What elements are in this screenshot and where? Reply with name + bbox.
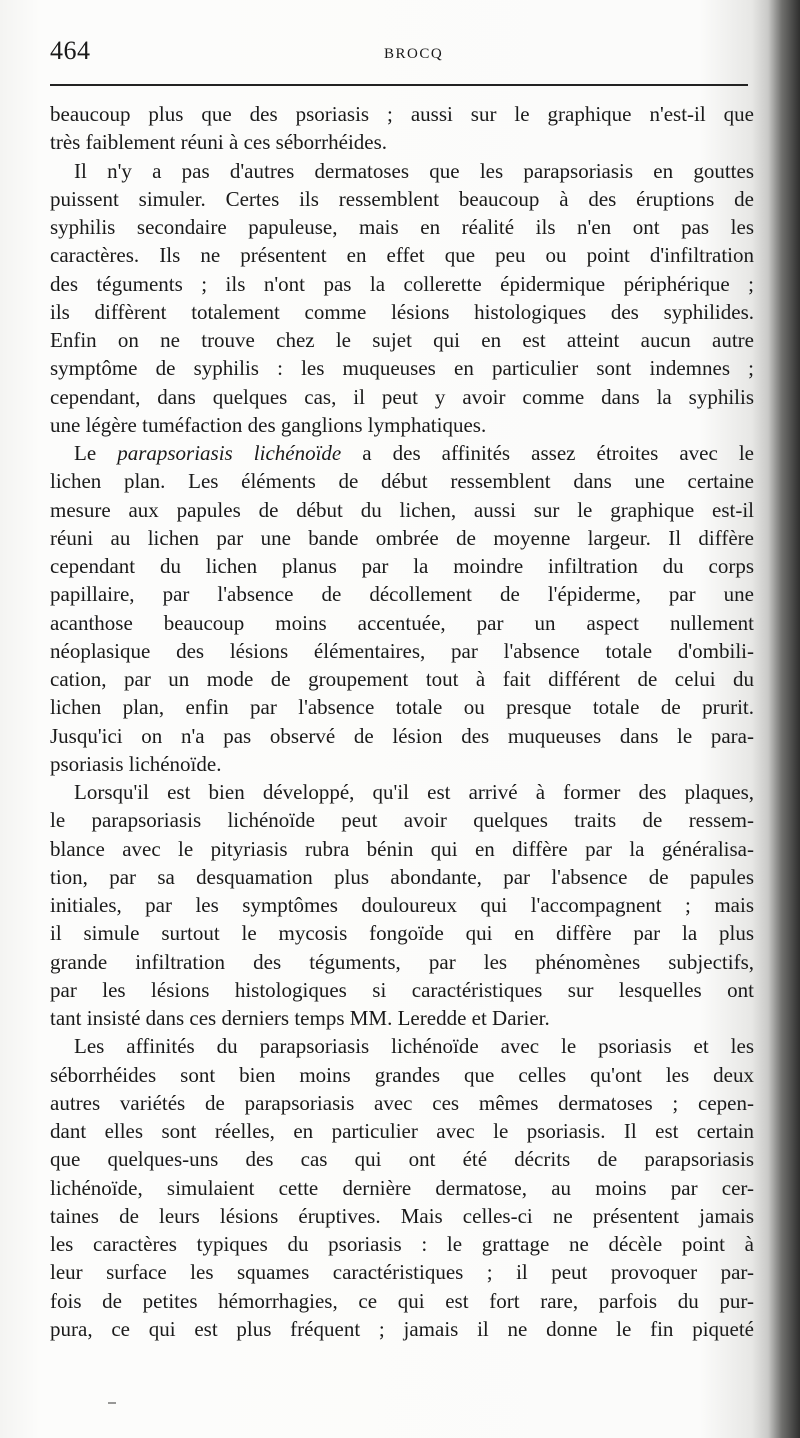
text-line: Jusqu'ici on n'a pas observé de lésion des muqueuses dans le para-	[50, 723, 754, 748]
text-line: très faiblement réuni à ces séborrhéides.	[50, 130, 388, 155]
text-line: syphilis secondaire papuleuse, mais en réalité ils n'en ont pas les	[50, 215, 754, 239]
text-line: des téguments ; ils n'ont pas la collerette épidermique périphérique ;	[50, 271, 754, 296]
text-line: une légère tuméfaction des ganglions lymphatiques.	[50, 412, 487, 437]
text-line: cependant, dans quelques cas, il peut y avoir comme dans la syphilis	[50, 384, 754, 409]
text-line: séborrhéides sont bien moins grandes que celles qu'ont les deux	[50, 1062, 754, 1087]
text-line: Lorsqu'il est bien développé, qu'il est arrivé à former des plaques,	[74, 780, 754, 804]
text-line: beaucoup plus que des psoriasis ; aussi sur le graphique n'est-il que	[50, 102, 754, 126]
text-run: a des affinités assez étroites avec le	[341, 441, 755, 465]
text-line: mesure aux papules de début du lichen, aussi sur le graphique est-il	[50, 497, 754, 522]
text-line: dant elles sont réelles, en particulier avec le psoriasis. Il est certain	[50, 1119, 754, 1143]
text-line: Les affinités du parapsoriasis lichénoïde avec le psoriasis et les	[74, 1034, 754, 1059]
text-line: les caractères typiques du psoriasis : le grattage ne décèle point à	[50, 1232, 754, 1256]
text-line: par les lésions histologiques si caractéristiques sur lesquelles ont	[50, 977, 754, 1002]
text-line: caractères. Ils ne présentent en effet que peu ou point d'infiltration	[50, 243, 754, 268]
text-line: blance avec le pityriasis rubra bénin qui en diffère par la généralisa-	[50, 836, 754, 861]
header-rule	[50, 84, 748, 86]
text-line: lichénoïde, simulaient cette dernière dermatose, au moins par cer-	[50, 1175, 754, 1200]
text-line: papillaire, par l'absence de décollement de l'épiderme, par une	[50, 582, 754, 607]
text-line: Enfin on ne trouve chez le sujet qui en est atteint aucun autre	[50, 328, 754, 352]
text-line: autres variétés de parapsoriasis avec ces mêmes dermatoses ; cepen-	[50, 1090, 754, 1115]
text-line: cation, par un mode de groupement tout à fait différent de celui du	[50, 667, 754, 691]
text-line: initiales, par les symptômes douloureux qui l'accompagnent ; mais	[50, 893, 754, 917]
text-run: Le	[74, 441, 118, 465]
page-number: 464	[50, 36, 91, 65]
text-line: réuni au lichen par une bande ombrée de moyenne largeur. Il diffère	[50, 525, 754, 550]
text-line: puissent simuler. Certes ils ressemblent beaucoup à des éruptions de	[50, 186, 754, 211]
text-line: fois de petites hémorrhagies, ce qui est fort rare, parfois du pur-	[50, 1288, 754, 1313]
text-line: le parapsoriasis lichénoïde peut avoir quelques traits de ressem-	[50, 808, 754, 833]
text-line: tion, par sa desquamation plus abondante, par l'absence de papules	[50, 864, 754, 889]
text-line: taines de leurs lésions éruptives. Mais celles-ci ne présentent jamais	[50, 1203, 754, 1228]
italic-term: parapsoriasis lichénoïde	[117, 441, 342, 465]
text-line: pura, ce qui est plus fréquent ; jamais il ne donne le fin piqueté	[50, 1316, 754, 1341]
text-line: tant insisté dans ces derniers temps MM. Leredde et Darier.	[50, 1006, 550, 1030]
text-line-with-italic	[50, 439, 754, 467]
text-line: il simule surtout le mycosis fongoïde qui en diffère par la plus	[50, 921, 754, 946]
text-line: symptôme de syphilis : les muqueuses en particulier sont indemnes ;	[50, 356, 754, 381]
text-line: acanthose beaucoup moins accentuée, par un aspect nullement	[50, 610, 754, 635]
text-line: lichen plan, enfin par l'absence totale ou presque totale de prurit.	[50, 695, 754, 720]
text-line: néoplasique des lésions élémentaires, par l'absence totale d'ombili-	[50, 638, 754, 663]
text-line: ils diffèrent totalement comme lésions histologiques des syphilides.	[50, 299, 754, 324]
text-line: cependant du lichen planus par la moindre infiltration du corps	[50, 554, 754, 578]
ink-speck	[108, 1402, 116, 1404]
running-head: BROCQ	[384, 46, 444, 62]
text-line: Il n'y a pas d'autres dermatoses que les parapsoriasis en gouttes	[74, 158, 754, 183]
text-line: grande infiltration des téguments, par les phénomènes subjectifs,	[50, 949, 754, 974]
text-line: que quelques-uns des cas qui ont été décrits de parapsoriasis	[50, 1147, 754, 1172]
text-line: psoriasis lichénoïde.	[50, 751, 222, 776]
text-line: leur surface les squames caractéristiques ; il peut provoquer par-	[50, 1260, 754, 1285]
body-text	[50, 100, 754, 1343]
text-line: lichen plan. Les éléments de début ressemblent dans une certaine	[50, 469, 754, 494]
